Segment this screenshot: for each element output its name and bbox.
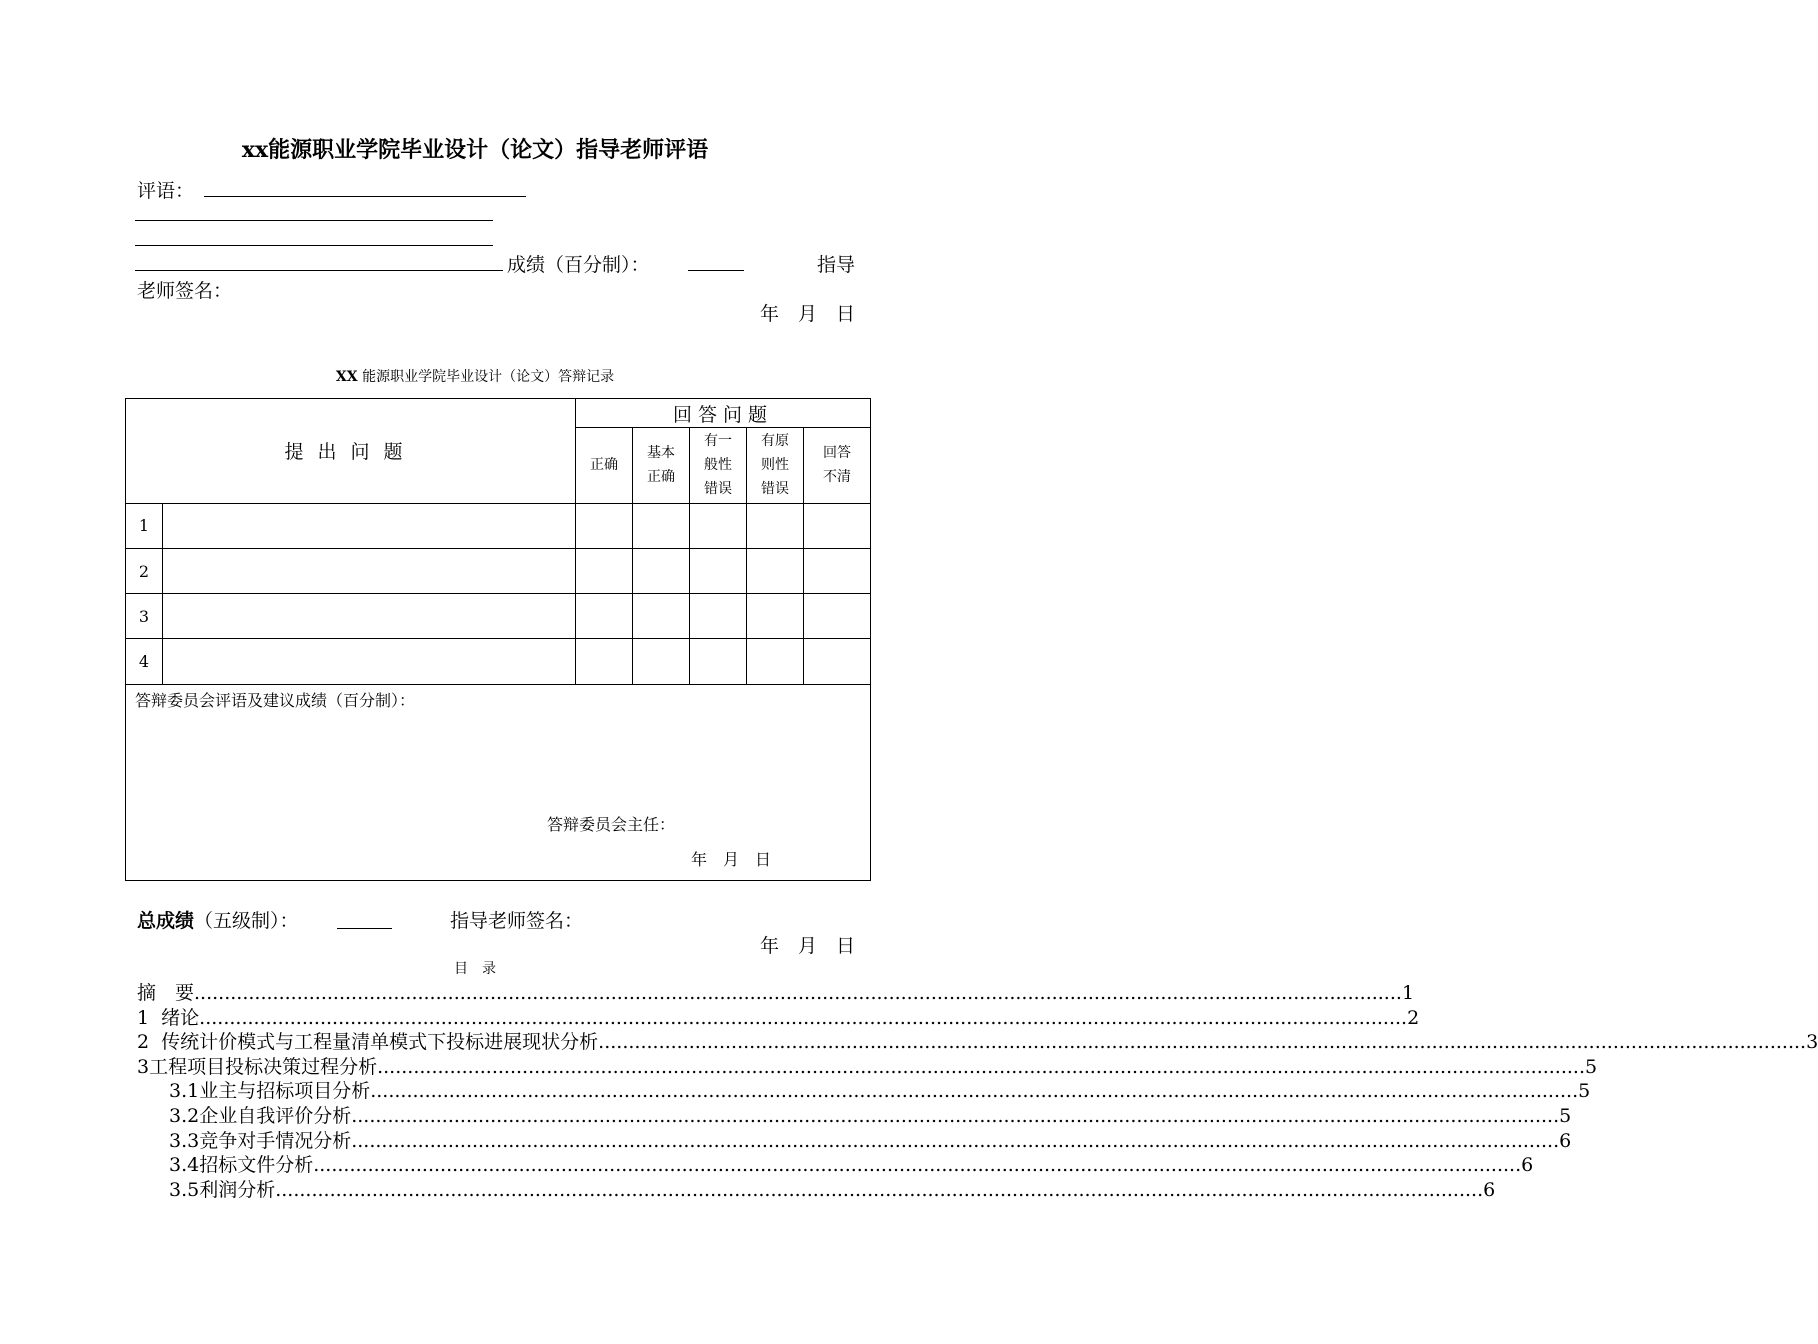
answer-cell[interactable] bbox=[576, 639, 633, 684]
toc-leader-dots: ........................................................................................................................................................................................................ bbox=[199, 1006, 1408, 1029]
toc-entry-page: 6 bbox=[1521, 1154, 1534, 1177]
answer-cell[interactable] bbox=[690, 594, 747, 639]
total-score-label-bold: 总成绩 bbox=[137, 910, 195, 932]
answer-col-line: 错误 bbox=[761, 481, 790, 498]
answer-cell[interactable] bbox=[804, 639, 871, 684]
question-cell[interactable] bbox=[163, 639, 576, 684]
comment-line-1[interactable] bbox=[204, 196, 526, 197]
table-row bbox=[126, 503, 871, 548]
table-row bbox=[126, 548, 871, 593]
answer-cell[interactable] bbox=[633, 503, 690, 548]
committee-comment-label: 答辩委员会评语及建议成绩（百分制）： bbox=[135, 690, 416, 710]
total-score-label bbox=[137, 906, 299, 933]
toc-entry[interactable] bbox=[169, 1178, 1496, 1203]
comment-line-2[interactable] bbox=[135, 220, 493, 221]
toc-entry-label: 2 传统计价模式与工程量清单模式下投标进展现状分析 bbox=[137, 1031, 599, 1054]
row-number: 4 bbox=[126, 639, 163, 684]
question-cell[interactable] bbox=[163, 548, 576, 593]
question-cell[interactable] bbox=[163, 594, 576, 639]
toc-entry[interactable] bbox=[169, 1153, 1534, 1178]
answer-col-line: 正确 bbox=[590, 457, 619, 474]
advisor-comment-title: xx能源职业学院毕业设计（论文）指导老师评语 bbox=[241, 137, 709, 163]
committee-date: 年 月 日 bbox=[691, 849, 772, 869]
final-date: 年 月 日 bbox=[760, 935, 856, 957]
toc-entry[interactable] bbox=[137, 1030, 1818, 1055]
committee-chair-label: 答辩委员会主任： bbox=[547, 814, 676, 834]
answer-cell[interactable] bbox=[690, 548, 747, 593]
comment-line-3[interactable] bbox=[135, 245, 493, 246]
answer-cell[interactable] bbox=[747, 548, 804, 593]
toc-leader-dots: ........................................................................................................................................................................................................ bbox=[370, 1080, 1579, 1103]
answer-cell[interactable] bbox=[804, 548, 871, 593]
answer-cell[interactable] bbox=[633, 594, 690, 639]
answer-col-correct bbox=[576, 428, 633, 503]
toc-entry-label: 1 绪论 bbox=[137, 1006, 200, 1029]
toc-entry[interactable] bbox=[137, 981, 1415, 1006]
row-number: 1 bbox=[126, 503, 163, 548]
answer-col-principle-error bbox=[747, 428, 804, 503]
ask-question-header: 提出问题 bbox=[126, 399, 576, 504]
answer-col-line: 则性 bbox=[761, 457, 790, 474]
score-label: 成绩（百分制）： bbox=[507, 254, 650, 276]
toc-entry[interactable] bbox=[169, 1129, 1572, 1154]
answer-cell[interactable] bbox=[633, 548, 690, 593]
toc-entry-page: 2 bbox=[1407, 1006, 1420, 1029]
answer-question-header: 回答问题 bbox=[576, 399, 871, 428]
toc-entry-label: 3.1业主与招标项目分析 bbox=[169, 1080, 371, 1103]
answer-col-line: 有一 bbox=[704, 433, 733, 450]
committee-comment-cell[interactable] bbox=[126, 684, 871, 880]
toc-leader-dots: ........................................................................................................................................................................................................ bbox=[313, 1154, 1522, 1177]
toc-heading: 目 录 bbox=[454, 961, 496, 977]
answer-cell[interactable] bbox=[747, 503, 804, 548]
toc-entry[interactable] bbox=[169, 1104, 1572, 1129]
toc-leader-dots: ........................................................................................................................................................................................................ bbox=[351, 1105, 1560, 1127]
defense-record-title-rest: 能源职业学院毕业设计（论文）答辩记录 bbox=[357, 369, 615, 385]
answer-col-line: 般性 bbox=[704, 457, 733, 474]
answer-cell[interactable] bbox=[804, 503, 871, 548]
answer-cell[interactable] bbox=[747, 639, 804, 684]
answer-col-line: 错误 bbox=[704, 481, 733, 498]
toc-leader-dots: ........................................................................................................................................................................................................ bbox=[275, 1178, 1484, 1201]
answer-cell[interactable] bbox=[804, 594, 871, 639]
advisor-label-part1: 指导 bbox=[817, 254, 856, 276]
defense-record-title bbox=[0, 366, 950, 386]
defense-record-table bbox=[125, 398, 871, 881]
advisor-signature-label: 老师签名： bbox=[137, 280, 233, 302]
toc-entry-page: 1 bbox=[1401, 982, 1415, 1004]
question-cell[interactable] bbox=[163, 503, 576, 548]
answer-col-line: 基本 bbox=[647, 445, 676, 462]
toc-entry-page: 6 bbox=[1483, 1178, 1496, 1201]
answer-col-basically-correct bbox=[633, 428, 690, 503]
advisor-date: 年 月 日 bbox=[760, 303, 856, 325]
toc-leader-dots: ........................................................................................................................................................................................................ bbox=[377, 1055, 1586, 1078]
toc-leader-dots: ........................................................................................................................................................................................................ bbox=[351, 1129, 1560, 1152]
toc-entry-label: 摘 要 bbox=[137, 982, 195, 1004]
row-number: 2 bbox=[126, 548, 163, 593]
table-row bbox=[126, 594, 871, 639]
answer-cell[interactable] bbox=[747, 594, 804, 639]
answer-cell[interactable] bbox=[690, 639, 747, 684]
toc-entry-label: 3工程项目投标决策过程分析 bbox=[137, 1055, 378, 1078]
toc-entry[interactable] bbox=[137, 1006, 1420, 1031]
toc-entry-label: 3.2企业自我评价分析 bbox=[169, 1105, 352, 1127]
comment-line-4[interactable] bbox=[135, 270, 503, 271]
answer-col-line: 不清 bbox=[823, 469, 852, 486]
answer-col-line: 回答 bbox=[823, 445, 852, 462]
answer-cell[interactable] bbox=[633, 639, 690, 684]
toc-entry-label: 3.3竞争对手情况分析 bbox=[169, 1129, 352, 1152]
answer-cell[interactable] bbox=[690, 503, 747, 548]
toc-leader-dots: ........................................................................................................................................................................................................ bbox=[194, 982, 1402, 1004]
toc-entry-page: 5 bbox=[1559, 1105, 1572, 1127]
toc-entry[interactable] bbox=[137, 1055, 1598, 1080]
defense-record-title-bold: XX bbox=[335, 369, 358, 385]
toc-entry[interactable] bbox=[169, 1079, 1591, 1104]
answer-cell[interactable] bbox=[576, 548, 633, 593]
toc-entry-page: 6 bbox=[1559, 1129, 1572, 1152]
toc-entry-label: 3.4招标文件分析 bbox=[169, 1154, 314, 1177]
answer-col-general-error bbox=[690, 428, 747, 503]
toc-entry-page: 3 bbox=[1806, 1031, 1818, 1054]
table-row bbox=[126, 639, 871, 684]
answer-cell[interactable] bbox=[576, 503, 633, 548]
toc-entry-label: 3.5利润分析 bbox=[169, 1178, 276, 1201]
total-score-label-rest: （五级制）： bbox=[194, 910, 299, 932]
score-field[interactable] bbox=[688, 270, 744, 271]
row-number: 3 bbox=[126, 594, 163, 639]
comment-label: 评语： bbox=[137, 180, 195, 202]
answer-col-unclear bbox=[804, 428, 871, 503]
toc-entry-page: 5 bbox=[1578, 1080, 1591, 1103]
answer-col-line: 正确 bbox=[647, 469, 676, 486]
final-advisor-sign-label: 指导老师签名： bbox=[450, 910, 584, 932]
toc-leader-dots: ........................................................................................................................................................................................................ bbox=[598, 1031, 1807, 1054]
total-score-field[interactable] bbox=[337, 928, 392, 929]
answer-cell[interactable] bbox=[576, 594, 633, 639]
toc-entry-page: 5 bbox=[1585, 1055, 1598, 1078]
answer-col-line: 有原 bbox=[761, 433, 790, 450]
